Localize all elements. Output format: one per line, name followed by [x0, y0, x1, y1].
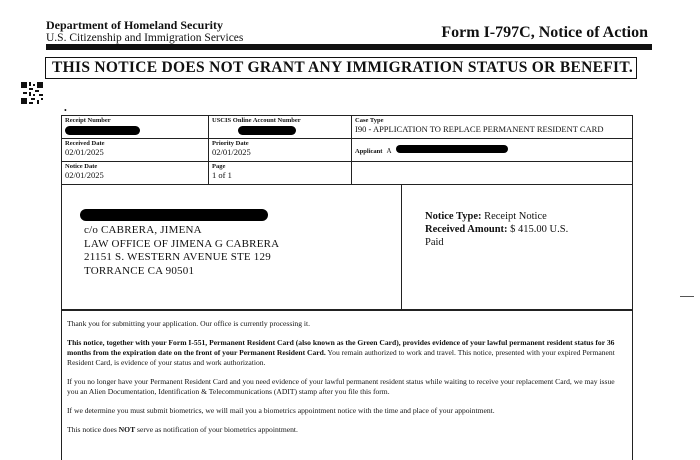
page-label: Page — [212, 163, 226, 170]
address-line-4: TORRANCE CA 90501 — [84, 264, 195, 277]
notice-type-line — [425, 210, 568, 223]
received-date-label: Received Date — [65, 140, 105, 147]
page-value: 1 of 1 — [212, 170, 232, 180]
uscis-account-label: USCIS Online Account Number — [212, 117, 301, 124]
priority-date-cell — [209, 139, 352, 162]
address-line-2: LAW OFFICE OF JIMENA G CABRERA — [84, 237, 280, 250]
notice-date-value: 02/01/2025 — [65, 170, 104, 180]
header-rule — [46, 44, 652, 50]
notice-body-text — [67, 319, 627, 444]
received-date-cell — [62, 139, 209, 162]
notice-banner — [45, 57, 637, 79]
body-paragraph-3: If you no longer have your Permanent Resident Card and you need evidence of your lawful permanent resident status while waiting to receive your replacement Card, we may issue you an Alien Documentation, Identification & Telecommunications (ADIT) stamp after you file this form. — [67, 377, 615, 396]
form-title: Form I-797C, Notice of Action — [441, 24, 648, 41]
body-paragraph-2 — [67, 338, 627, 368]
redaction-bar — [238, 126, 296, 135]
applicant-cell — [352, 139, 633, 162]
priority-date-value: 02/01/2025 — [212, 147, 251, 157]
notice-details — [425, 210, 568, 249]
notice-body — [61, 310, 633, 460]
case-type-label: Case Type — [355, 117, 384, 124]
received-amount-label: Received Amount: — [425, 224, 508, 235]
receipt-number-value — [65, 124, 205, 135]
body-paragraph-4: If we determine you must submit biometrics, we will mail you a biometrics appointment notice with the time and place of your appointment. — [67, 406, 495, 415]
uscis-account-value — [212, 124, 348, 135]
notice-banner-text: THIS NOTICE DOES NOT GRANT ANY IMMIGRATION STATUS OR BENEFIT. — [52, 59, 633, 76]
received-amount-value: $ 415.00 U.S. — [510, 224, 569, 235]
qr-code-icon — [21, 82, 43, 104]
notice-type-value: Receipt Notice — [484, 211, 547, 222]
empty-cell — [352, 162, 633, 185]
mailing-address — [84, 209, 279, 278]
box-divider — [401, 185, 402, 309]
case-info-table — [61, 115, 633, 185]
body-paragraph-1: Thank you for submitting your application. Our office is currently processing it. — [67, 319, 311, 328]
scan-dot: • — [64, 106, 67, 115]
margin-mark — [680, 296, 694, 297]
priority-date-label: Priority Date — [212, 140, 249, 147]
payment-status: Paid — [425, 237, 444, 248]
uscis-account-cell — [209, 116, 352, 139]
receipt-number-label: Receipt Number — [65, 117, 111, 124]
body-paragraph-5-pre: This notice does — [67, 425, 119, 434]
case-type-cell — [352, 116, 633, 139]
receipt-number-cell — [62, 116, 209, 139]
address-line-3: 21151 S. WESTERN AVENUE STE 129 — [84, 251, 271, 263]
notice-type-label: Notice Type: — [425, 211, 482, 222]
case-type-value: I90 - APPLICATION TO REPLACE PERMANENT RESIDENT CARD — [355, 124, 604, 134]
body-paragraph-2-bold: This notice, together with your Form I-551, Permanent Resident Card (also known as the Green Card), provides evidence of your lawful permanent resident status for 36 months from the expiration date on the front of your Permanent Resident Card. — [67, 338, 615, 357]
received-amount-line — [425, 223, 568, 236]
applicant-value: A — [386, 147, 392, 155]
address-notice-box — [61, 184, 633, 310]
received-date-value: 02/01/2025 — [65, 147, 104, 157]
agency-name: Department of Homeland Security — [46, 18, 223, 32]
redaction-bar — [396, 145, 508, 153]
body-paragraph-2-rest: You remain authorized to work and travel. This notice, presented with your expired Permanent Resident Card, is evidence of your status and work authorization. — [67, 348, 615, 367]
body-paragraph-5-post: serve as notification of your biometrics appointment. — [135, 425, 298, 434]
body-paragraph-5 — [67, 425, 627, 435]
address-line-1: c/o CABRERA, JIMENA — [84, 224, 202, 236]
page-cell — [209, 162, 352, 185]
notice-date-cell — [62, 162, 209, 185]
agency-subname: U.S. Citizenship and Immigration Services — [46, 32, 244, 44]
redaction-bar — [80, 209, 268, 221]
notice-date-label: Notice Date — [65, 163, 98, 170]
body-paragraph-5-bold: NOT — [118, 425, 136, 434]
applicant-label: Applicant — [355, 148, 383, 155]
redaction-bar — [65, 126, 140, 135]
